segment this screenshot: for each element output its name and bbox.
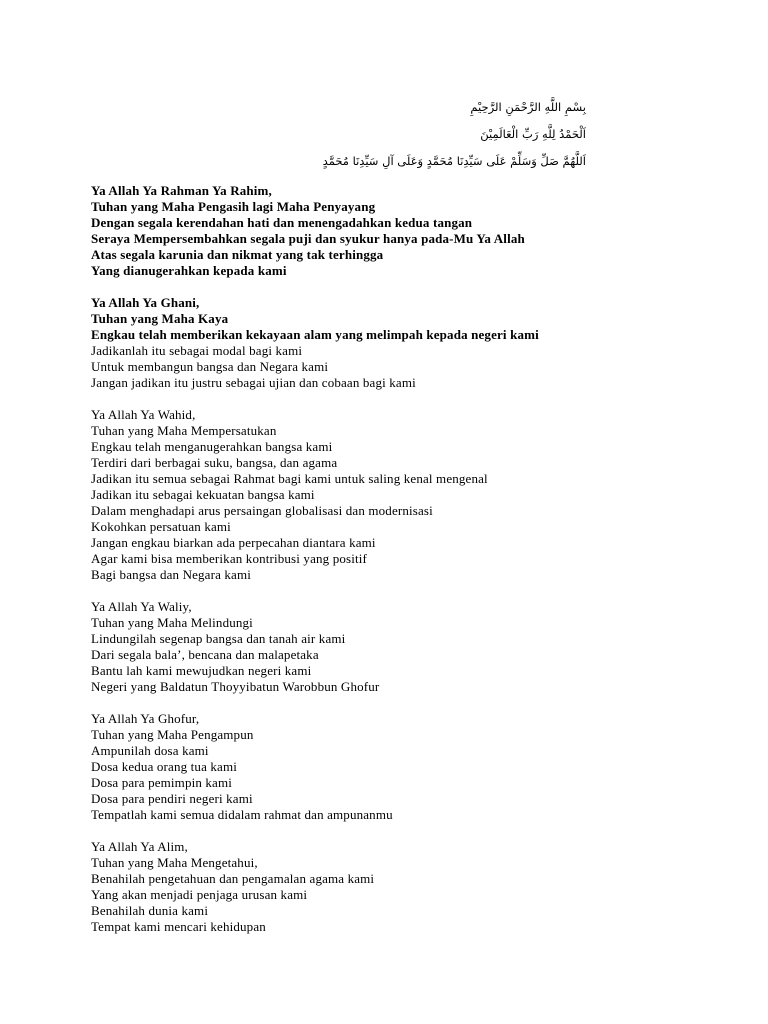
prayer-text	[91, 183, 691, 951]
prayer-stanza	[91, 839, 691, 935]
prayer-line: Kokohkan persatuan kami	[91, 519, 231, 534]
prayer-stanza	[91, 183, 691, 279]
prayer-line: Jangan engkau biarkan ada perpecahan diantara kami	[91, 535, 376, 550]
prayer-stanza	[91, 295, 691, 391]
prayer-line: Lindungilah segenap bangsa dan tanah air kami	[91, 631, 346, 646]
prayer-line: Ya Allah Ya Rahman Ya Rahim,	[91, 183, 272, 198]
prayer-line: Benahilah dunia kami	[91, 903, 209, 918]
prayer-line: Dalam menghadapi arus persaingan globalisasi dan modernisasi	[91, 503, 433, 518]
prayer-line: Seraya Mempersembahkan segala puji dan syukur hanya pada-Mu Ya Allah	[91, 231, 525, 246]
prayer-line: Dari segala bala’, bencana dan malapetaka	[91, 647, 319, 662]
prayer-line: Engkau telah menganugerahkan bangsa kami	[91, 439, 333, 454]
prayer-line: Benahilah pengetahuan dan pengamalan agama kami	[91, 871, 375, 886]
prayer-line: Tuhan yang Maha Pengampun	[91, 727, 254, 742]
prayer-line: Atas segala karunia dan nikmat yang tak terhingga	[91, 247, 384, 262]
prayer-line: Tuhan yang Maha Pengasih lagi Maha Penyayang	[91, 199, 376, 214]
prayer-line: Jangan jadikan itu justru sebagai ujian dan cobaan bagi kami	[91, 375, 416, 390]
prayer-line: Terdiri dari berbagai suku, bangsa, dan agama	[91, 455, 338, 470]
hamdalah-line: اَلْحَمْدُ لِلَّهِ رَبِّ الْعَالَمِيْنَ	[480, 127, 586, 141]
prayer-line: Ampunilah dosa kami	[91, 743, 209, 758]
prayer-line: Tempatlah kami semua didalam rahmat dan ampunanmu	[91, 807, 393, 822]
prayer-line: Tuhan yang Maha Melindungi	[91, 615, 253, 630]
prayer-line: Negeri yang Baldatun Thoyyibatun Warobbun Ghofur	[91, 679, 380, 694]
arabic-opening	[166, 96, 586, 177]
prayer-line: Ya Allah Ya Ghani,	[91, 295, 200, 310]
basmalah-line: بِسْمِ اللَّهِ الرَّحْمَنِ الرَّحِيْمِ	[470, 100, 586, 114]
prayer-stanza	[91, 407, 691, 583]
prayer-line: Ya Allah Ya Waliy,	[91, 599, 192, 614]
prayer-line: Ya Allah Ya Alim,	[91, 839, 188, 854]
prayer-line: Bantu lah kami mewujudkan negeri kami	[91, 663, 312, 678]
prayer-line: Tempat kami mencari kehidupan	[91, 919, 266, 934]
prayer-line: Dosa kedua orang tua kami	[91, 759, 237, 774]
shalawat-line: اَللَّهُمَّ صَلِّ وَسَلِّمْ عَلَى سَيِّدِنَا مُحَمَّدٍ وَعَلَى آلِ سَيِّدِنَا مُحَمَّدٍ	[322, 154, 586, 168]
prayer-line: Jadikanlah itu sebagai modal bagi kami	[91, 343, 303, 358]
prayer-stanza	[91, 711, 691, 823]
prayer-line: Ya Allah Ya Wahid,	[91, 407, 196, 422]
prayer-line: Dosa para pendiri negeri kami	[91, 791, 253, 806]
prayer-line: Dosa para pemimpin kami	[91, 775, 232, 790]
prayer-line: Jadikan itu semua sebagai Rahmat bagi kami untuk saling kenal mengenal	[91, 471, 488, 486]
prayer-line: Bagi bangsa dan Negara kami	[91, 567, 251, 582]
prayer-line: Yang dianugerahkan kepada kami	[91, 263, 287, 278]
prayer-line: Dengan segala kerendahan hati dan menengadahkan kedua tangan	[91, 215, 473, 230]
prayer-line: Engkau telah memberikan kekayaan alam yang melimpah kepada negeri kami	[91, 327, 539, 342]
prayer-line: Tuhan yang Maha Kaya	[91, 311, 229, 326]
prayer-line: Untuk membangun bangsa dan Negara kami	[91, 359, 329, 374]
prayer-line: Agar kami bisa memberikan kontribusi yang positif	[91, 551, 367, 566]
prayer-line: Yang akan menjadi penjaga urusan kami	[91, 887, 308, 902]
prayer-line: Jadikan itu sebagai kekuatan bangsa kami	[91, 487, 315, 502]
prayer-line: Tuhan yang Maha Mengetahui,	[91, 855, 258, 870]
prayer-stanza	[91, 599, 691, 695]
prayer-line: Tuhan yang Maha Mempersatukan	[91, 423, 277, 438]
prayer-line: Ya Allah Ya Ghofur,	[91, 711, 200, 726]
